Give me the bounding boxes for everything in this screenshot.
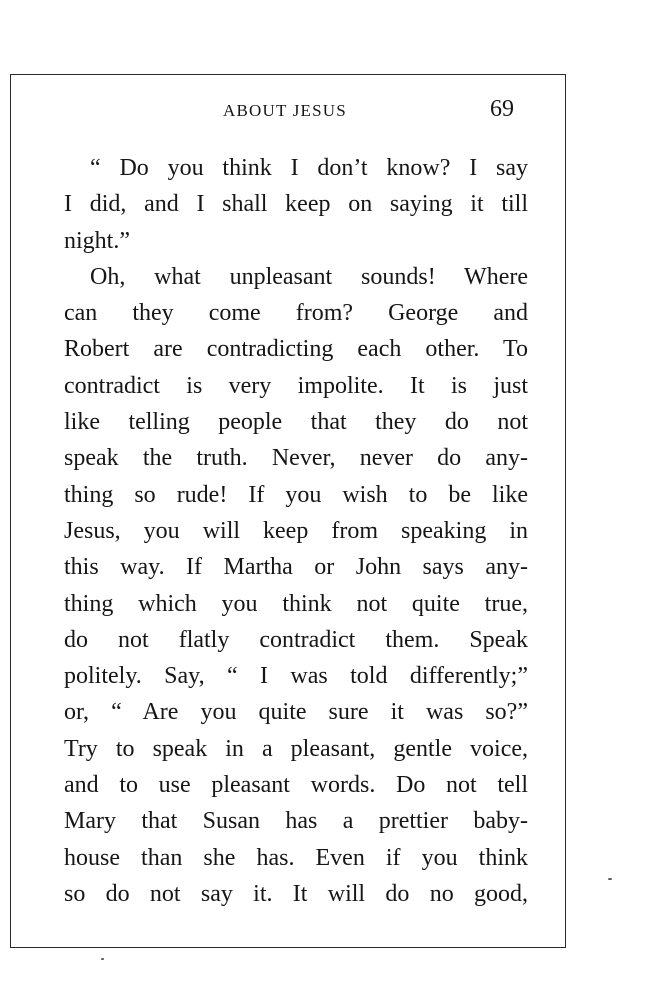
text-line: politely. Say, “ I was told differently;”: [64, 663, 528, 690]
text-line: contradict is very impolite. It is just: [64, 372, 528, 399]
text-line: “ Do you think I don’t know? I say: [90, 155, 528, 181]
scan-speck: [608, 878, 612, 880]
text-line: Oh, what unpleasant sounds! Where: [90, 263, 528, 290]
text-line: night.”: [64, 227, 130, 254]
text-line: can they come from? George and: [64, 300, 528, 327]
running-head: ABOUT JESUS: [223, 101, 347, 120]
page-header: [0, 96, 648, 126]
text-line: do not flatly contradict them. Speak: [64, 626, 528, 653]
text-line: Jesus, you will keep from speaking in: [64, 517, 528, 544]
text-line: or, “ Are you quite sure it was so?”: [64, 699, 528, 726]
text-line: thing so rude! If you wish to be like: [64, 481, 528, 508]
text-line: and to use pleasant words. Do not tell: [64, 772, 528, 799]
text-line: Mary that Susan has a prettier baby-: [64, 808, 528, 835]
text-line: house than she has. Even if you think: [64, 844, 528, 871]
text-line: like telling people that they do not: [64, 409, 528, 436]
text-line: speak the truth. Never, never do any-: [64, 445, 528, 472]
text-line: I did, and I shall keep on saying it till: [64, 191, 528, 218]
text-line: Robert are contradicting each other. To: [64, 336, 528, 363]
text-line: so do not say it. It will do no good,: [64, 880, 528, 907]
text-line: this way. If Martha or John says any-: [64, 554, 528, 581]
scan-speck: [101, 958, 104, 960]
page-number: 69: [490, 96, 514, 122]
text-line: Try to speak in a pleasant, gentle voice,: [64, 735, 528, 762]
text-line: thing which you think not quite true,: [64, 590, 528, 617]
body-text: [64, 150, 528, 912]
